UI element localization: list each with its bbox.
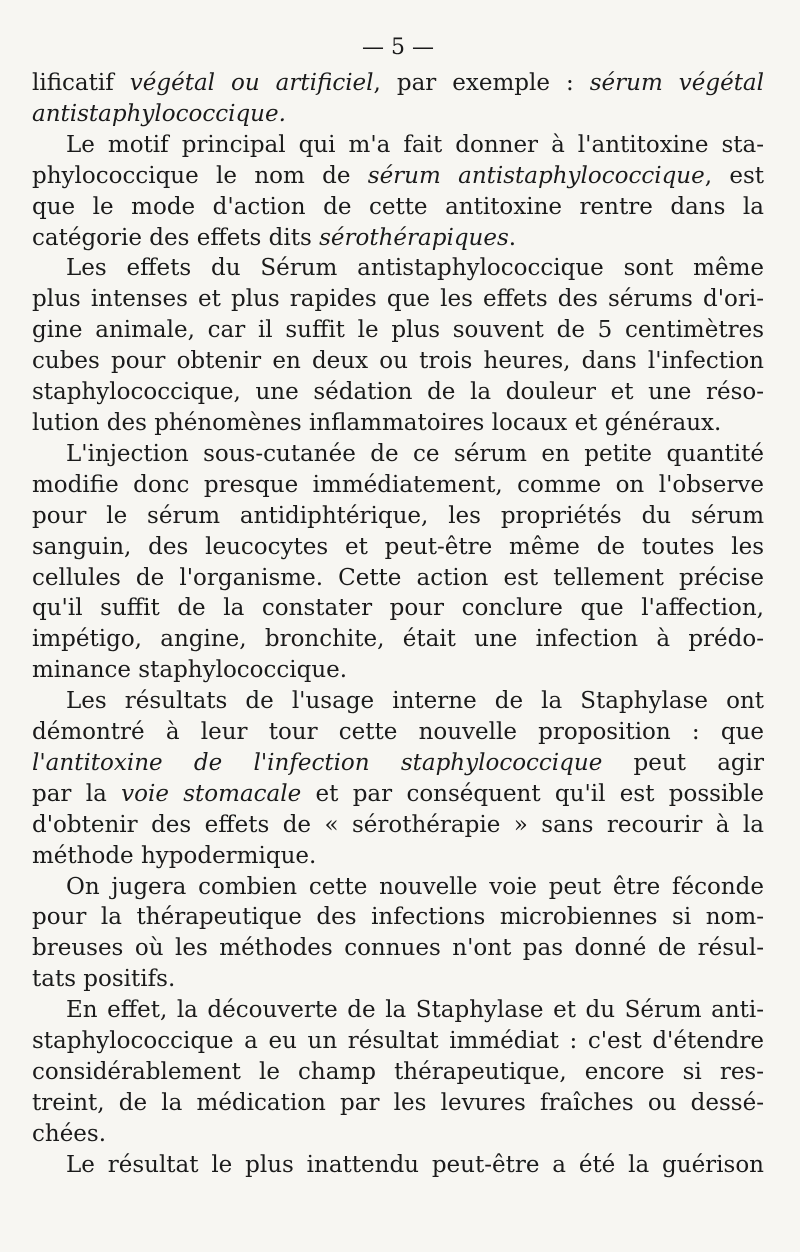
text-run: Le motif principal qui m'a fait donner à l'antitoxine sta- xyxy=(66,131,764,158)
text-run: méthode hypodermique. xyxy=(32,842,317,869)
italic-run: l'antitoxine de l'infection staphylococcique xyxy=(32,749,603,776)
paragraph xyxy=(32,68,764,130)
text-line xyxy=(32,624,764,655)
paragraph xyxy=(32,253,764,438)
text-run: . xyxy=(508,224,517,251)
text-line xyxy=(32,192,764,223)
text-run: d'obtenir des effets de « sérothérapie » sans recourir à la xyxy=(32,811,764,838)
text-run: staphylococcique a eu un résultat immédiat : c'est d'étendre xyxy=(32,1028,764,1055)
text-run: modifie donc presque immédiatement, comme on l'observe xyxy=(32,471,764,498)
text-line xyxy=(32,377,764,408)
text-line xyxy=(32,779,764,810)
text-run: pour le sérum antidiphtérique, les propriétés du sérum xyxy=(32,502,764,529)
italic-run: sérum végétal xyxy=(589,70,764,96)
italic-run: végétal ou artificiel xyxy=(129,70,374,96)
page-number: — 5 — xyxy=(362,35,434,60)
text-line xyxy=(32,593,764,624)
text-line xyxy=(32,68,764,99)
text-run: staphylococcique, une sédation de la douleur et une réso- xyxy=(32,379,764,406)
text-line xyxy=(32,964,764,995)
text-run: phylococcique le nom de xyxy=(32,162,368,189)
text-run: gine animale, car il suffit le plus souvent de 5 centimètres xyxy=(32,317,764,344)
italic-run: antistaphylococcique. xyxy=(32,100,286,127)
paragraph xyxy=(32,439,764,686)
paragraph xyxy=(32,872,764,996)
text-run: Le résultat le plus inattendu peut-être a été la guérison xyxy=(66,1151,764,1178)
text-run: qu'il suffit de la constater pour conclure que l'affection, xyxy=(32,595,764,622)
text-line xyxy=(32,439,764,470)
paragraph xyxy=(32,686,764,871)
text-run: tats positifs. xyxy=(32,966,176,993)
text-run: , par exemple : xyxy=(373,70,590,96)
text-line xyxy=(32,532,764,563)
paragraph xyxy=(32,130,764,254)
text-run: pour la thérapeutique des infections microbiennes si nom- xyxy=(32,904,764,931)
text-run: treint, de la médication par les levures fraîches ou dessé- xyxy=(32,1089,764,1116)
text-run: On jugera combien cette nouvelle voie peut être féconde xyxy=(66,873,764,900)
text-run: En effet, la découverte de la Staphylase et du Sérum anti- xyxy=(66,997,764,1024)
text-line xyxy=(32,315,764,346)
text-line xyxy=(32,1119,764,1150)
text-run: L'injection sous-cutanée de ce sérum en petite quantité xyxy=(66,440,764,467)
text-line xyxy=(32,902,764,933)
text-run: sanguin, des leucocytes et peut-être même de toutes les xyxy=(32,533,764,560)
text-run: lificatif xyxy=(32,70,130,96)
text-run: Les résultats de l'usage interne de la Staphylase ont xyxy=(66,688,764,715)
text-line xyxy=(32,253,764,284)
text-line xyxy=(32,717,764,748)
text-line xyxy=(32,470,764,501)
text-run: cellules de l'organisme. Cette action est tellement précise xyxy=(32,564,764,591)
text-run: minance staphylococcique. xyxy=(32,657,348,684)
text-line xyxy=(32,161,764,192)
text-run: démontré à leur tour cette nouvelle proposition : que xyxy=(32,719,764,746)
text-line xyxy=(32,1057,764,1088)
text-line xyxy=(32,130,764,161)
text-run: Les effets du Sérum antistaphylococcique sont même xyxy=(66,255,764,282)
text-run: breuses où les méthodes connues n'ont pas donné de résul- xyxy=(32,935,764,962)
text-line xyxy=(32,408,764,439)
text-line xyxy=(32,841,764,872)
paragraph xyxy=(32,995,764,1150)
body-text xyxy=(32,68,764,1181)
text-run: peut agir xyxy=(602,749,764,776)
text-run: impétigo, angine, bronchite, était une infection à prédo- xyxy=(32,626,764,653)
text-line xyxy=(32,810,764,841)
document-page xyxy=(32,30,764,1181)
text-line xyxy=(32,501,764,532)
text-line xyxy=(32,995,764,1026)
text-line xyxy=(32,223,764,254)
text-line xyxy=(32,933,764,964)
text-run: considérablement le champ thérapeutique, encore si res- xyxy=(32,1059,764,1085)
text-line xyxy=(32,99,764,130)
paragraph xyxy=(32,1150,764,1181)
text-line xyxy=(32,563,764,594)
text-line xyxy=(32,284,764,315)
text-line xyxy=(32,655,764,686)
text-run: et par conséquent qu'il est possible xyxy=(301,780,764,807)
text-run: lution des phénomènes inflammatoires locaux et généraux. xyxy=(32,409,722,436)
text-line xyxy=(32,1026,764,1057)
text-run: plus intenses et plus rapides que les effets des sérums d'ori- xyxy=(32,286,764,313)
text-line xyxy=(32,748,764,779)
italic-run: sérothérapiques xyxy=(319,224,509,251)
text-run: que le mode d'action de cette antitoxine rentre dans la xyxy=(32,193,764,220)
text-run: cubes pour obtenir en deux ou trois heures, dans l'infection xyxy=(32,348,764,375)
italic-run: sérum antistaphylococcique xyxy=(367,162,705,189)
italic-run: voie stomacale xyxy=(121,780,302,807)
text-line xyxy=(32,1150,764,1181)
text-line xyxy=(32,872,764,903)
text-run: chées. xyxy=(32,1120,107,1147)
text-run: catégorie des effets dits xyxy=(32,224,320,251)
text-run: par la xyxy=(32,780,122,807)
text-line xyxy=(32,1088,764,1119)
text-run: , est xyxy=(704,162,765,189)
text-line xyxy=(32,346,764,377)
text-line xyxy=(32,686,764,717)
